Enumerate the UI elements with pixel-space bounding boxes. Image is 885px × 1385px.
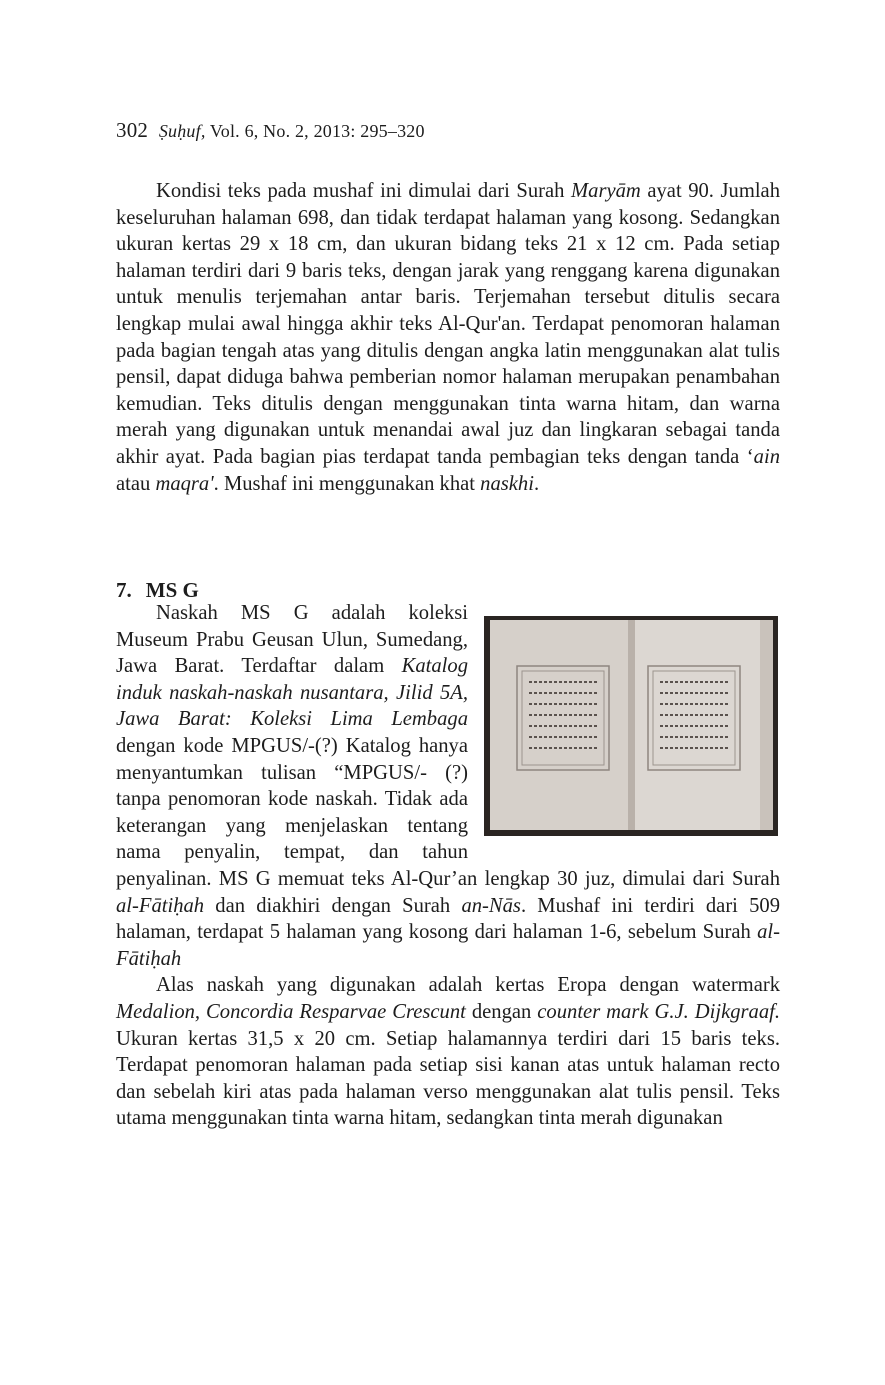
text-run: dengan kode MPGUS/-(?) Katalog hanya menyantumkan tulisan “MPGUS/- (?) tanpa penomoran kode naskah. Tidak ada keterangan yang menjelaskan tentang nama penyalin, tempat, dan tahun penyalinan. MS G memuat teks Al-Qur’an lengkap 30 juz, dimulai dari Surah	[116, 734, 780, 890]
italic-term: counter mark G.J. Dijkgraaf.	[537, 1000, 781, 1023]
text-run: .	[533, 472, 540, 495]
italic-term: an-Nās	[461, 894, 521, 917]
italic-term: Katalog induk naskah-naskah nusantara, Jilid 5A, Jawa Barat: Koleksi Lima Lembaga	[116, 655, 468, 731]
section-number: 7.	[116, 578, 132, 602]
italic-term: Medalion, Concordia Resparvae Crescunt	[116, 1000, 466, 1023]
paragraph-3	[116, 972, 780, 1132]
section-title: MS G	[145, 578, 199, 602]
page-number: 302	[116, 118, 149, 142]
text-run: Naskah MS G adalah koleksi Museum Prabu Geusan Ulun, Sumedang, Jawa Barat. Terdaftar dalam	[116, 602, 468, 678]
italic-term: ain	[753, 445, 780, 468]
text-run: . Mushaf ini menggunakan khat	[213, 472, 481, 495]
manuscript-illustration	[480, 608, 780, 836]
text-run: Ukuran kertas 31,5 x 20 cm. Setiap halamannya terdiri dari 15 baris teks. Terdapat penomoran halaman pada setiap sisi kanan atas untuk halaman recto dan sebelah kiri atas pada halaman verso menggunakan alat tulis pensil. Teks utama menggunakan tinta warna hitam, sedangkan tinta merah digunakan	[116, 1027, 780, 1130]
section-body	[116, 600, 780, 1132]
italic-term: naskhi	[480, 472, 534, 495]
text-run: atau	[116, 472, 156, 495]
journal-name: Ṣuḥuf,	[158, 121, 206, 141]
text-run: Alas naskah yang digunakan adalah kertas Eropa dengan watermark	[156, 974, 780, 997]
italic-term: al-Fātiḥah	[116, 921, 780, 970]
text-run: dengan	[465, 1000, 538, 1023]
citation: Vol. 6, No. 2, 2013: 295–320	[209, 121, 425, 141]
manuscript-photo	[480, 608, 780, 842]
italic-term: al-Fātiḥah	[116, 894, 205, 917]
text-run: . Mushaf ini terdiri dari 509 halaman, terdapat 5 halaman yang kosong dari halaman 1-6, sebelum Surah	[116, 894, 781, 944]
italic-term: maqra'	[155, 472, 214, 495]
text-run: dan diakhiri dengan Surah	[204, 894, 462, 917]
text-run: Kondisi teks pada mushaf ini dimulai dari Surah	[156, 180, 572, 202]
running-header	[116, 118, 425, 143]
paragraph-1	[116, 178, 780, 497]
text-run: ayat 90. Jumlah keseluruhan halaman 698, dan tidak terdapat halaman yang kosong. Sedangkan ukuran kertas 29 x 18 cm, dan ukuran bidang teks 21 x 12 cm. Pada setiap halaman terdiri dari 9 baris teks, dengan jarak yang renggang karena digunakan untuk menulis terjemahan antar baris. Terjemahan tersebut ditulis secara lengkap mulai awal hingga akhir teks Al-Qur'an. Terdapat penomoran halaman pada bagian tengah atas yang ditulis dengan angka latin menggunakan alat tulis pensil, dapat diduga bahwa pemberian nomor halaman merupakan penambahan kemudian. Teks ditulis dengan menggunakan tinta warna hitam, dan warna merah yang digunakan untuk menandai awal juz dan lingkaran sebagai tanda akhir ayat. Pada bagian pias terdapat tanda pembagian teks dengan tanda ‘	[116, 180, 780, 468]
italic-term: Maryām	[571, 180, 641, 202]
